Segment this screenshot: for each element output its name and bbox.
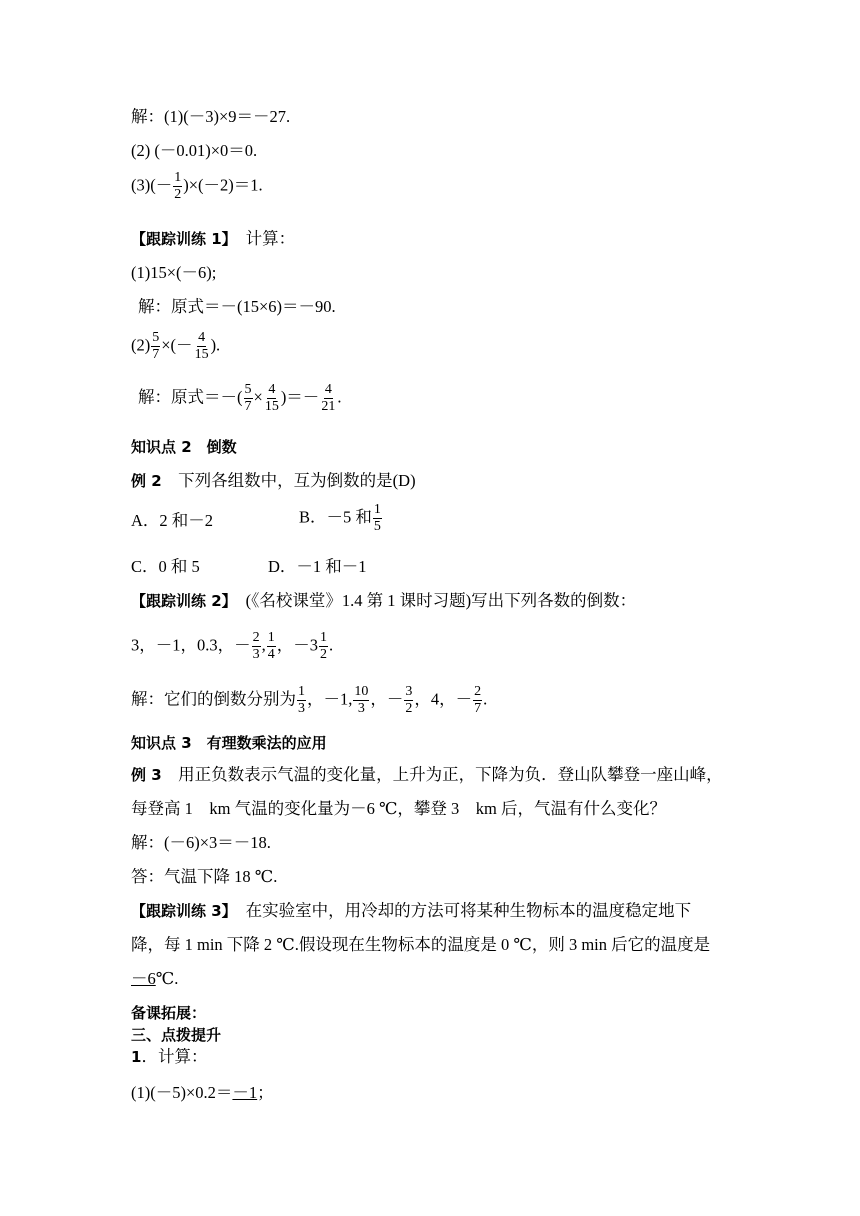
- section-3-title: 三、点拨提升: [131, 1026, 222, 1044]
- training-1-heading: 【跟踪训练 1】 计算：: [131, 229, 296, 248]
- answer-blank: －6: [131, 969, 156, 988]
- solution-line-3: (3)(－ $\frac{1}{2}$ )×(－2)＝1.: [131, 170, 263, 202]
- example-3: 例 3 用正负数表示气温的变化量，上升为正，下降为负．登山队攀登一座山峰，: [131, 765, 723, 784]
- training-2-heading: 【跟踪训练 2】 (《名校课堂》1.4 第 1 课时习题)写出下列各数的倒数：: [131, 591, 637, 610]
- training-3-line-3: －6℃.: [131, 969, 179, 988]
- question-1-part-1: (1)(－5)×0.2＝－1；: [131, 1083, 274, 1102]
- example-2: 例 2 下列各组数中，互为倒数的是(D): [131, 471, 416, 490]
- answer-blank: －1: [232, 1083, 258, 1102]
- option-c: C．0 和 5: [131, 557, 200, 576]
- training-1-answer-1: 解：原式＝－(15×6)＝－90.: [138, 297, 336, 316]
- training-3-heading: 【跟踪训练 3】 在实验室中，用冷却的方法可将某种生物标本的温度稳定地下: [131, 901, 692, 920]
- training-1-question-2: (2) $\frac{5}{7}$ ×(－ $\frac{4}{15}$ ).: [131, 330, 221, 362]
- training-2-answer: 解：它们的倒数分别为 $\frac{1}{3}$ ，－1, $\frac{10}{3}$ ，－ $\frac{3}{2}$ ，4，－ $\frac{2}{7}$ .: [131, 684, 488, 716]
- fraction: $\frac{1}{2}$: [174, 170, 182, 202]
- knowledge-point-2: 知识点 2 倒数: [131, 438, 237, 456]
- example-3-solution: 解：(－6)×3＝－18.: [131, 833, 271, 852]
- option-d: D．－1 和－1: [268, 557, 367, 576]
- training-3-line-2: 降，每 1 min 下降 2 ℃.假设现在生物标本的温度是 0 ℃，则 3 min 后它的温度是: [131, 935, 711, 954]
- training-1-answer-2: 解：原式＝－( $\frac{5}{7}$ × $\frac{4}{15}$ )＝－ $\frac{4}{21}$ .: [138, 382, 342, 414]
- training-2-numbers: 3，－1，0.3，－ $\frac{2}{3}$ , $\frac{1}{4}$ ，－3 $\frac{1}{2}$ .: [131, 630, 334, 662]
- solution-line-1: 解：(1)(－3)×9＝－27.: [131, 107, 291, 126]
- example-3-line-2: 每登高 1 km 气温的变化量为－6 ℃，攀登 3 km 后，气温有什么变化？: [131, 799, 667, 818]
- question-1: 1．计算：: [131, 1047, 208, 1066]
- solution-line-2: (2) (－0.01)×0＝0.: [131, 141, 258, 160]
- training-1-question-1: (1)15×(－6);: [131, 263, 217, 282]
- example-3-answer: 答：气温下降 18 ℃.: [131, 867, 278, 886]
- option-a: A．2 和－2: [131, 511, 214, 530]
- option-b: B．－5 和 $\frac{1}{5}$: [299, 502, 381, 534]
- lesson-extension: 备课拓展：: [131, 1004, 207, 1022]
- knowledge-point-3: 知识点 3 有理数乘法的应用: [131, 734, 327, 752]
